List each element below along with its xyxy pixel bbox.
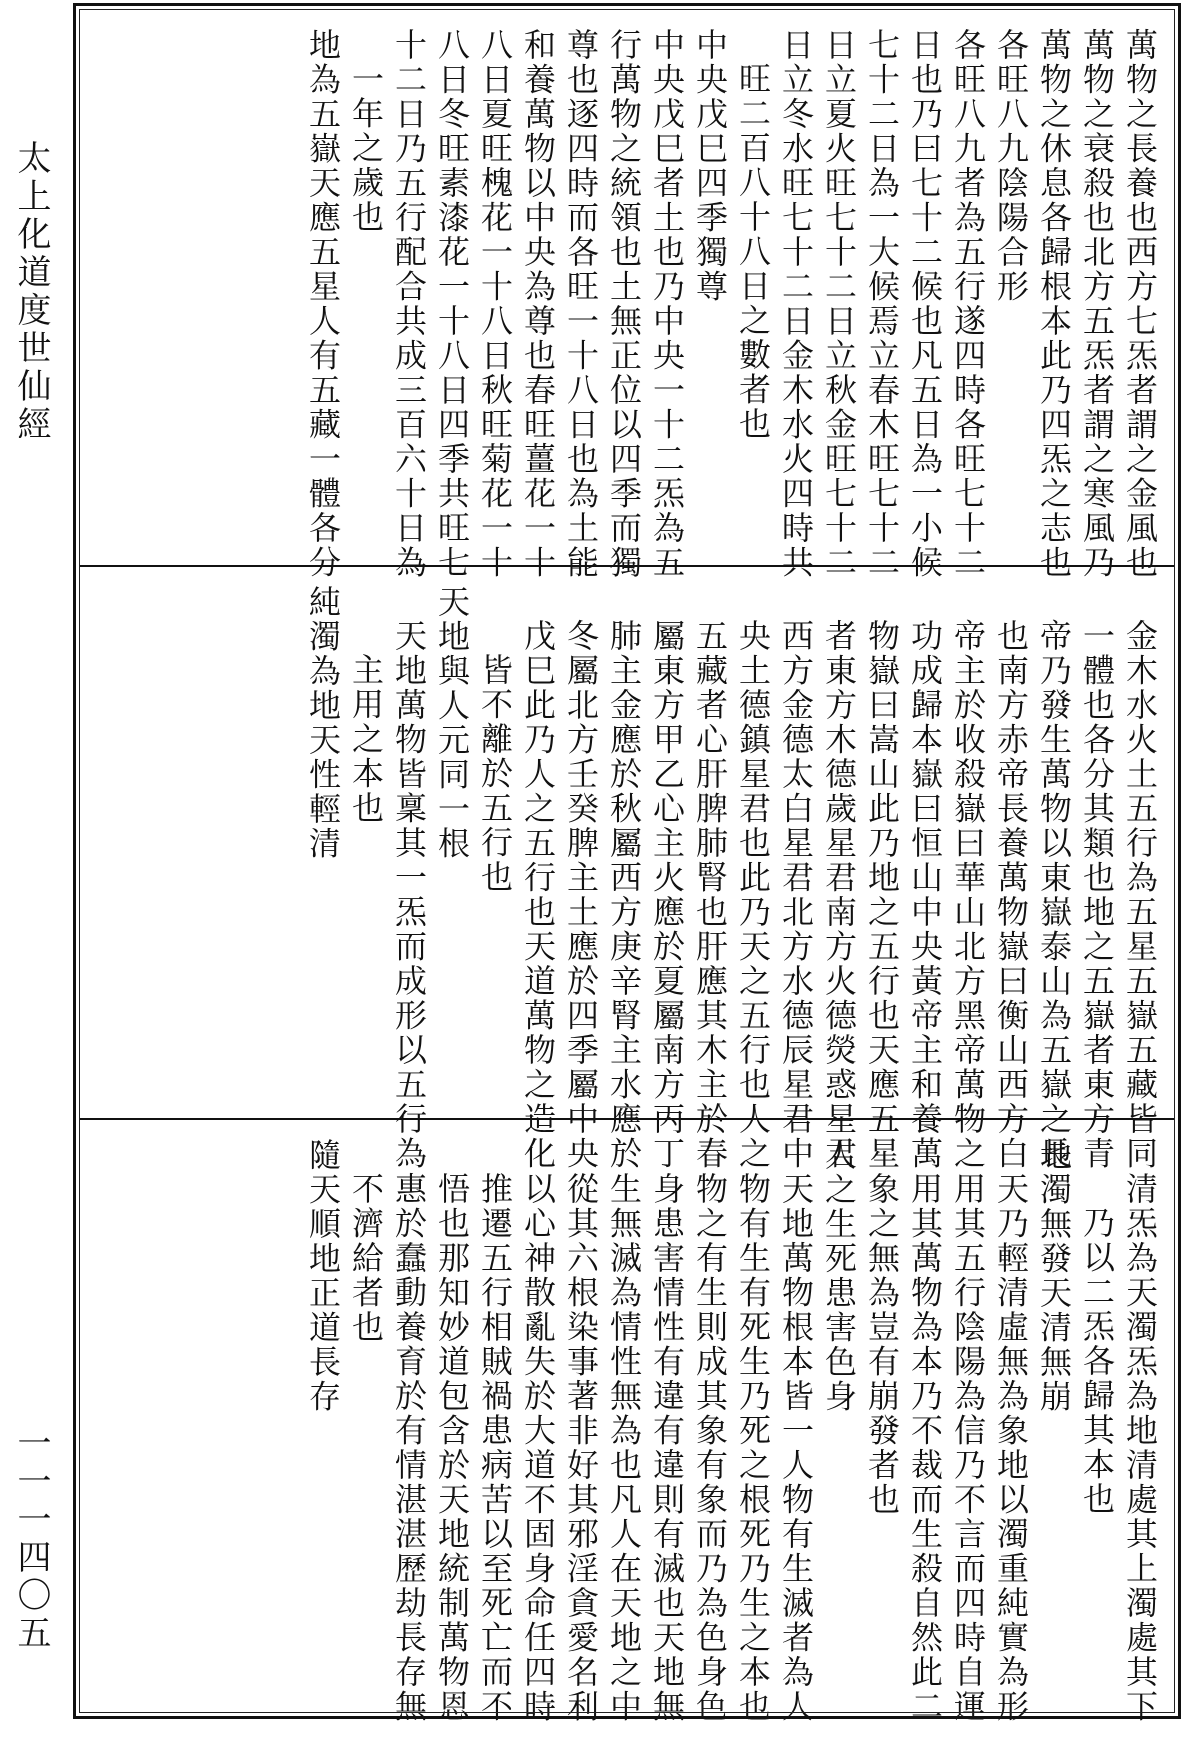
text-column: 物有生有死生乃死之根死乃生之本也 (734, 1172, 772, 1724)
text-column: 也南方赤帝長養萬物嶽曰衡山西方白 (992, 619, 1030, 1171)
text-column: 西方金德太白星君北方水德辰星君中 (777, 619, 815, 1171)
verse-heading: 各旺八九陰陽合形 (992, 28, 1030, 304)
text-column: 冬屬北方壬癸脾主土應於四季屬中央 (562, 619, 600, 1171)
text-column: 推遷五行相賊禍患病苦以至死亡而不 (476, 1172, 514, 1724)
text-column: 帝乃發生萬物以東嶽泰山為五嶽之長 (1035, 619, 1073, 1171)
text-column: 用其萬物為本乃不裁而生殺自然此二 (906, 1172, 944, 1724)
text-column: 五藏者心肝脾肺腎也肝應其木主於春 (691, 619, 729, 1171)
text-column: 十二日乃五行配合共成三百六十日為 (390, 28, 428, 580)
text-column: 不濟給者也 (347, 1172, 385, 1345)
text-column: 從其六根染事著非好其邪淫貪愛名利 (562, 1172, 600, 1724)
text-column: 悟也那知妙道包含於天地統制萬物恩 (433, 1172, 471, 1724)
text-column: 行萬物之統領也土無正位以四季而獨 (605, 28, 643, 580)
text-column: 七十二日為一大候焉立春木旺七十二 (863, 28, 901, 580)
text-column: 主用之本也 (347, 653, 385, 826)
text-column: 天乃輕清虛無為象地以濁重純實為形 (992, 1172, 1030, 1724)
text-column: 八日冬旺素漆花一十八日四季共旺七 (433, 28, 471, 580)
text-column: 戊巳此乃人之五行也天道萬物之造化 (519, 619, 557, 1171)
verse-heading: 隨天順地正道長存 (304, 1138, 342, 1414)
text-column: 象之無為豈有崩發者也 (863, 1172, 901, 1517)
text-column: 皆不離於五行也 (476, 653, 514, 895)
text-column: 肺主金應於秋屬西方庚辛腎主水應於 (605, 619, 643, 1171)
verse-heading: 中央戊巳四季獨尊 (691, 28, 729, 304)
text-panel-1 (80, 10, 1174, 580)
side-title: 太上化道度世仙經 (11, 140, 51, 444)
text-column: 萬物之長養也西方七炁者謂之金風也 (1121, 28, 1159, 580)
text-column: 用其五行陰陽為信乃不言而四時自運 (949, 1172, 987, 1724)
text-column: 以心神散亂失於大道不固身命任四時 (519, 1172, 557, 1724)
text-column: 乃以二炁各歸其本也 (1078, 1206, 1116, 1517)
verse-heading: 地濁無發天清無崩 (1035, 1138, 1073, 1414)
verse-heading: 天地與人元同一根 (433, 585, 471, 861)
text-column: 天地萬物根本皆一人物有生滅者為人 (777, 1172, 815, 1724)
page-frame (73, 3, 1181, 1724)
text-column: 天地萬物皆稟其一炁而成形以五行為 (390, 619, 428, 1171)
text-column: 日立夏火旺七十二日立秋金旺七十二 (820, 28, 858, 580)
text-column: 帝主於收殺嶽曰華山北方黑帝萬物之 (949, 619, 987, 1171)
text-column: 屬東方甲乙心主火應於夏屬南方丙丁 (648, 619, 686, 1171)
page-number: 一一一四〇五 (11, 1425, 51, 1653)
text-column: 金木水火土五行為五星五嶽五藏皆同 (1121, 619, 1159, 1171)
text-column: 和養萬物以中央為尊也春旺薑花一十 (519, 28, 557, 580)
text-column: 旺二百八十八日之數者也 (734, 62, 772, 442)
text-column: 八日夏旺槐花一十八日秋旺菊花一十 (476, 28, 514, 580)
text-column: 各旺八九者為五行遂四時各旺七十二 (949, 28, 987, 580)
verse-heading: 純濁為地天性輕清 (304, 585, 342, 861)
text-column: 中央戊巳者土也乃中央一十二炁為五 (648, 28, 686, 580)
text-column: 物嶽曰嵩山此乃地之五行也天應五星 (863, 619, 901, 1171)
text-column: 功成歸本嶽曰恒山中央黃帝主和養萬 (906, 619, 944, 1171)
text-column: 日也乃曰七十二候也凡五日為一小候 (906, 28, 944, 580)
text-column: 日立冬水旺七十二日金木水火四時共 (777, 28, 815, 580)
text-column: 一年之歲也 (347, 62, 385, 235)
text-column: 一體也各分其類也地之五嶽者東方青 (1078, 619, 1116, 1171)
text-column: 惠於蠢動養育於有情湛湛歷劫長存無 (390, 1172, 428, 1724)
text-panel-2 (80, 565, 1174, 1171)
text-column: 生無滅為情性無為也凡人在天地之中 (605, 1172, 643, 1724)
text-column: 尊也逐四時而各旺一十八日也為土能 (562, 28, 600, 580)
text-column: 萬物之休息各歸根本此乃四炁之志也 (1035, 28, 1073, 580)
text-column: 清炁為天濁炁為地清處其上濁處其下 (1121, 1172, 1159, 1724)
verse-heading: 地為五嶽天應五星人有五藏一體各分 (304, 28, 342, 580)
text-column: 物之有生則成其象有象而乃為色身色 (691, 1172, 729, 1724)
text-column: 央土德鎮星君也此乃天之五行也人之 (734, 619, 772, 1171)
text-panel-3 (80, 1118, 1174, 1724)
text-column: 萬物之衰殺也北方五炁者謂之寒風乃 (1078, 28, 1116, 580)
verse-heading: 人之生死患害色身 (820, 1138, 858, 1414)
text-column: 者東方木德歲星君南方火德熒惑星君 (820, 619, 858, 1171)
text-column: 身患害情性有違有違則有滅也天地無 (648, 1172, 686, 1724)
